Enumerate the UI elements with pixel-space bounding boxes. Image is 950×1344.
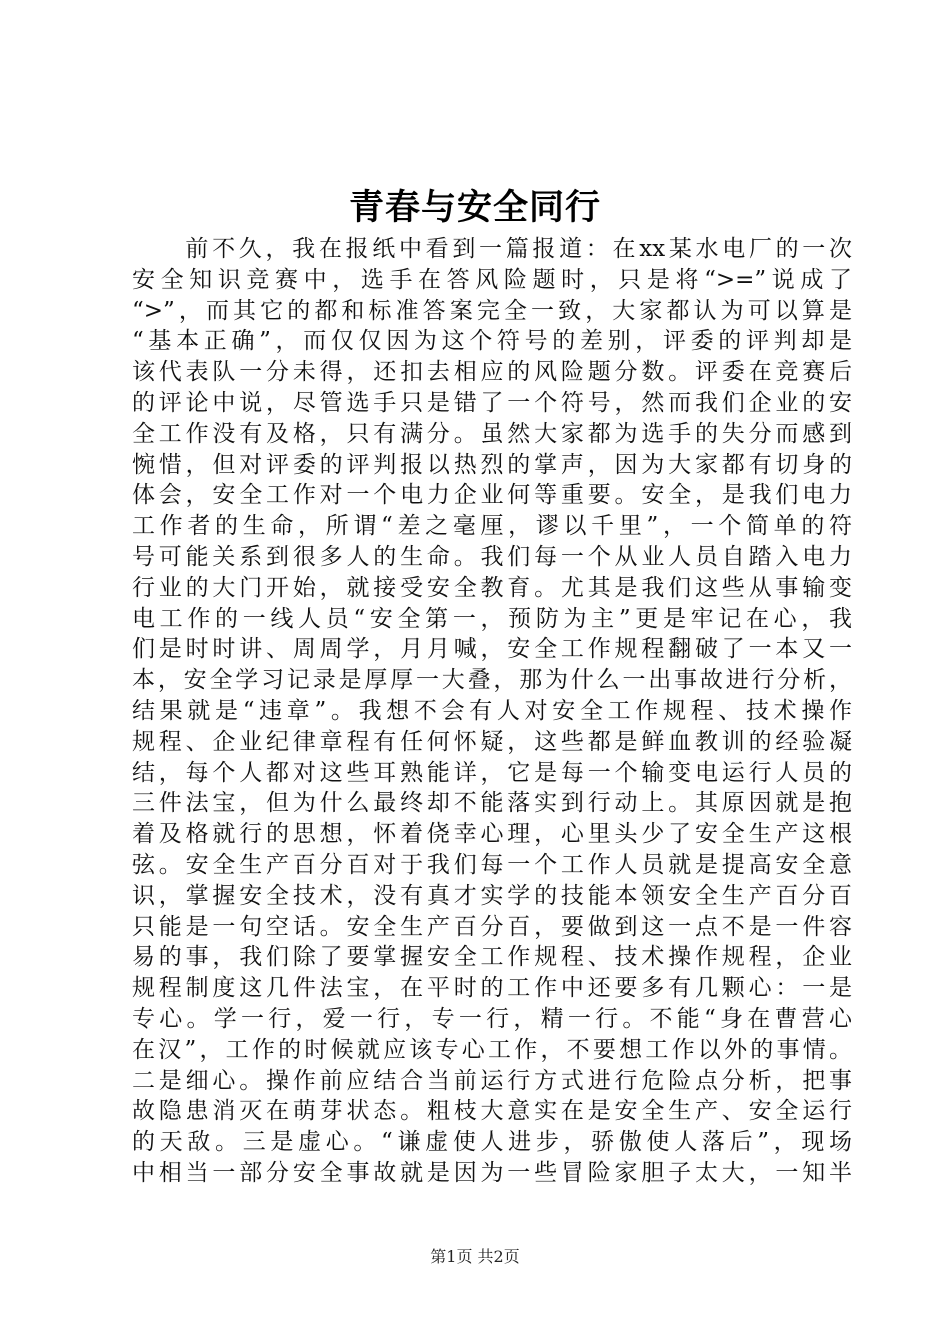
- body-line: 着及格就行的思想，怀着侥幸心理，心里头少了安全生产这根: [132, 821, 852, 848]
- body-line: 易的事，我们除了要掌握安全工作规程、技术操作规程，企业: [132, 944, 852, 971]
- page-footer: 第1页 共2页: [430, 1247, 520, 1266]
- body-line: 该代表队一分未得，还扣去相应的风险题分数。评委在竞赛后: [132, 359, 852, 386]
- body-line: 的评论中说，尽管选手只是错了一个符号，然而我们企业的安: [132, 389, 852, 416]
- body-line: 号可能关系到很多人的生命。我们每一个从业人员自踏入电力: [132, 543, 852, 570]
- body-line: 的天敌。三是虚心。“谦虚使人进步，骄傲使人落后”，现场: [132, 1129, 852, 1156]
- body-line: 规程、企业纪律章程有任何怀疑，这些都是鲜血教训的经验凝: [132, 728, 852, 755]
- body-line: 安全知识竞赛中，选手在答风险题时，只是将“>=”说成了: [132, 266, 852, 293]
- body-line: 识，掌握安全技术，没有真才实学的技能本领安全生产百分百: [132, 882, 852, 909]
- body-line: 只能是一句空话。安全生产百分百，要做到这一点不是一件容: [132, 913, 852, 940]
- body-line: 电工作的一线人员“安全第一，预防为主”更是牢记在心，我: [132, 605, 852, 632]
- body-line: 本，安全学习记录是厚厚一大叠，那为什么一出事故进行分析，: [132, 667, 852, 694]
- body-line: 故隐患消灭在萌芽状态。粗枝大意实在是安全生产、安全运行: [132, 1098, 852, 1125]
- body-line: 规程制度这几件法宝，在平时的工作中还要多有几颗心：一是: [132, 975, 852, 1002]
- body-line: 结，每个人都对这些耳熟能详，它是每一个输变电运行人员的: [132, 759, 852, 786]
- body-line: 行业的大门开始，就接受安全教育。尤其是我们这些从事输变: [132, 574, 852, 601]
- body-line: 中相当一部分安全事故就是因为一些冒险家胆子太大，一知半: [132, 1159, 852, 1186]
- body-line: “>”，而其它的都和标准答案完全一致，大家都认为可以算是: [132, 297, 852, 324]
- body-line: 结果就是“违章”。我想不会有人对安全工作规程、技术操作: [132, 697, 852, 724]
- body-line: 在汉”，工作的时候就应该专心工作，不要想工作以外的事情。: [132, 1036, 852, 1063]
- body-line: 专心。学一行，爱一行，专一行，精一行。不能“身在曹营心: [132, 1005, 852, 1032]
- body-line: 工作者的生命，所谓“差之毫厘，谬以千里”，一个简单的符: [132, 513, 852, 540]
- body-line: 们是时时讲、周周学，月月喊，安全工作规程翻破了一本又一: [132, 636, 852, 663]
- document-title: 青春与安全同行: [348, 187, 601, 228]
- body-line: 全工作没有及格，只有满分。虽然大家都为选手的失分而感到: [132, 420, 852, 447]
- document-body: [132, 234, 852, 1189]
- body-line: 体会，安全工作对一个电力企业何等重要。安全，是我们电力: [132, 482, 852, 509]
- body-line: 前不久，我在报纸中看到一篇报道：在xx某水电厂的一次: [132, 236, 852, 262]
- body-line: 惋惜，但对评委的评判报以热烈的掌声，因为大家都有切身的: [132, 451, 852, 478]
- body-line: 二是细心。操作前应结合当前运行方式进行危险点分析，把事: [132, 1067, 852, 1094]
- body-line: 弦。安全生产百分百对于我们每一个工作人员就是提高安全意: [132, 851, 852, 878]
- body-line: 三件法宝，但为什么最终却不能落实到行动上。其原因就是抱: [132, 790, 852, 817]
- body-line: “基本正确”，而仅仅因为这个符号的差别，评委的评判却是: [132, 328, 852, 355]
